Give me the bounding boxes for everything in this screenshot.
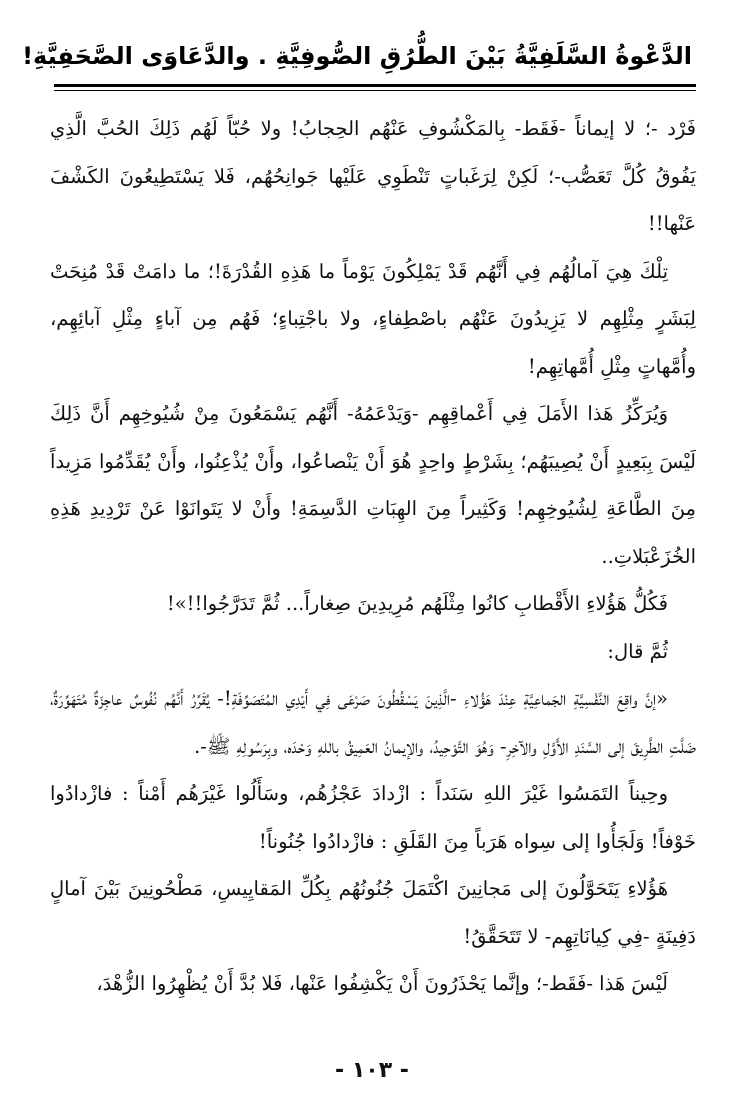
paragraph-7: وحِيناً التَمَسُوا غَيْرَ اللهِ سَنَداً : ازْدادَ عَجْزُهُم، وسَأَلُوا غَيْرَهُم أَمْناً : فازْدادُوا خَوْفاً! وَلَجَأُوا إلى سِواه هَرَباً مِنَ القَلَقِ : فازْدادُوا جُنُوناً! — [50, 782, 696, 853]
paragraph-9: لَيْسَ هَذا -فَقَط-؛ وإنَّما يَحْذَرُونَ أَنْ يَكْشِفُوا عَنْها، فَلا بُدَّ أَنْ يُظْهِرُوا الزُّهْدَ، — [96, 972, 668, 995]
paragraph-8: هَؤُلاءِ يَتَحَوَّلُونَ إلى مَجانِينَ اكْتَمَلَ جُنُونُهُم بِكُلِّ المَقايِيسِ، مَطْحُونِينَ بَيْنَ آمالٍ دَفِينَةٍ -فِي كِيانَاتِهِم- لا تَتَحَقَّقُ! — [50, 877, 696, 948]
paragraph-5: ثُمَّ قال: — [607, 639, 668, 663]
paragraph-4: فَكُلُّ هَؤُلاءِ الأَقْطابِ كانُوا مِثْلَهُم مُرِيدِينَ صِغاراً... ثُمَّ تَدَرَّجُوا!!»! — [166, 592, 668, 615]
header-rule-thick — [54, 84, 696, 87]
header-rule-thin — [54, 90, 696, 91]
page-number: - ١٠٣ - — [335, 1058, 409, 1083]
paragraph-2: تِلْكَ هِيَ آمالُهُم فِي أَنَّهُم قَدْ يَمْلِكُونَ يَوْماً ما هَذِهِ القُدْرَةَ!؛ ما دامَتْ قَدْ مُنِحَتْ لِبَشَرٍ مِثْلِهِم لا يَزِيدُونَ عَنْهُم باصْطِفاءٍ، ولا باجْتِباءٍ؛ فَهُم مِن آباءٍ مِثْلِ آبائِهِم، وأُمَّهاتٍ مِثْلِ أُمَّهاتِهِم! — [50, 259, 696, 378]
paragraph-6: «إنَّ واقِعَ النَّفْسِيَّةِ الجَماعِيَّةِ عِنْدَ هَؤُلاءِ -الَّذِينَ يَسْقُطُونَ صَرْعَى فِي أَيْدِي المُتَصَوِّفَةِ!- يُقَرِّرُ أَنَّهُم نُفُوسٌ عاجِزَةٌ مُتَهَوِّرَةٌ، ضَلَّتِ الطَّرِيقَ إلى السَّنَدِ الأَوَّلِ والآخِرِ- وَهُوَ التَّوْحِيدُ، والإيمانُ العَمِيقُ باللهِ وَحْدَه، وبِرَسُولِهِ ﷺ-. — [50, 687, 696, 758]
running-header: الدَّعْوةُ السَّلَفِيَّةُ بَيْنَ الطُّرُقِ الصُّوفِيَّةِ . والدَّعَاوَى الصَّحَفِيَّةِ! — [22, 42, 692, 70]
paragraph-3: وَيُرَكِّزُ هَذا الأَمَلَ فِي أَعْماقِهِم -وَيَدْعَمُهُ- أَنَّهُم يَسْمَعُونَ مِنْ شُيُوخِهِم أَنَّ ذَلِكَ لَيْسَ بِبَعِيدٍ أَنْ يُصِيبَهُم؛ بِشَرْطٍ واحِدٍ هُوَ أَنْ يَنْصاعُوا، وأَنْ يُذْعِنُوا، وأَنْ يُقَدِّمُوا مَزِيداً مِنَ الطَّاعَةِ لِشُيُوخِهِم! وَكَثِيراً مِنَ الهِبَاتِ الدَّسِمَةِ! وأَنْ لا يَتَوانَوْا عَنْ تَرْدِيدِ هَذِهِ الخُزَعْبَلاتِ.. — [50, 402, 696, 568]
page-body — [50, 105, 696, 1008]
paragraph-1: فَرْد -؛ لا إيماناً -فَقَط- بِالمَكْشُوفِ عَنْهُم الحِجابُ! ولا حُبّاً لَهُم ذَلِكَ الحُبَّ الَّذِي يَفُوقُ كُلَّ تَعَصُّب-؛ لَكِنْ لِرَغَباتٍ تَنْطَوِي عَلَيْها جَوانِحُهُم، فَلا يَسْتَطِيعُونَ الكَشْفَ عَنْها!! — [50, 117, 696, 235]
